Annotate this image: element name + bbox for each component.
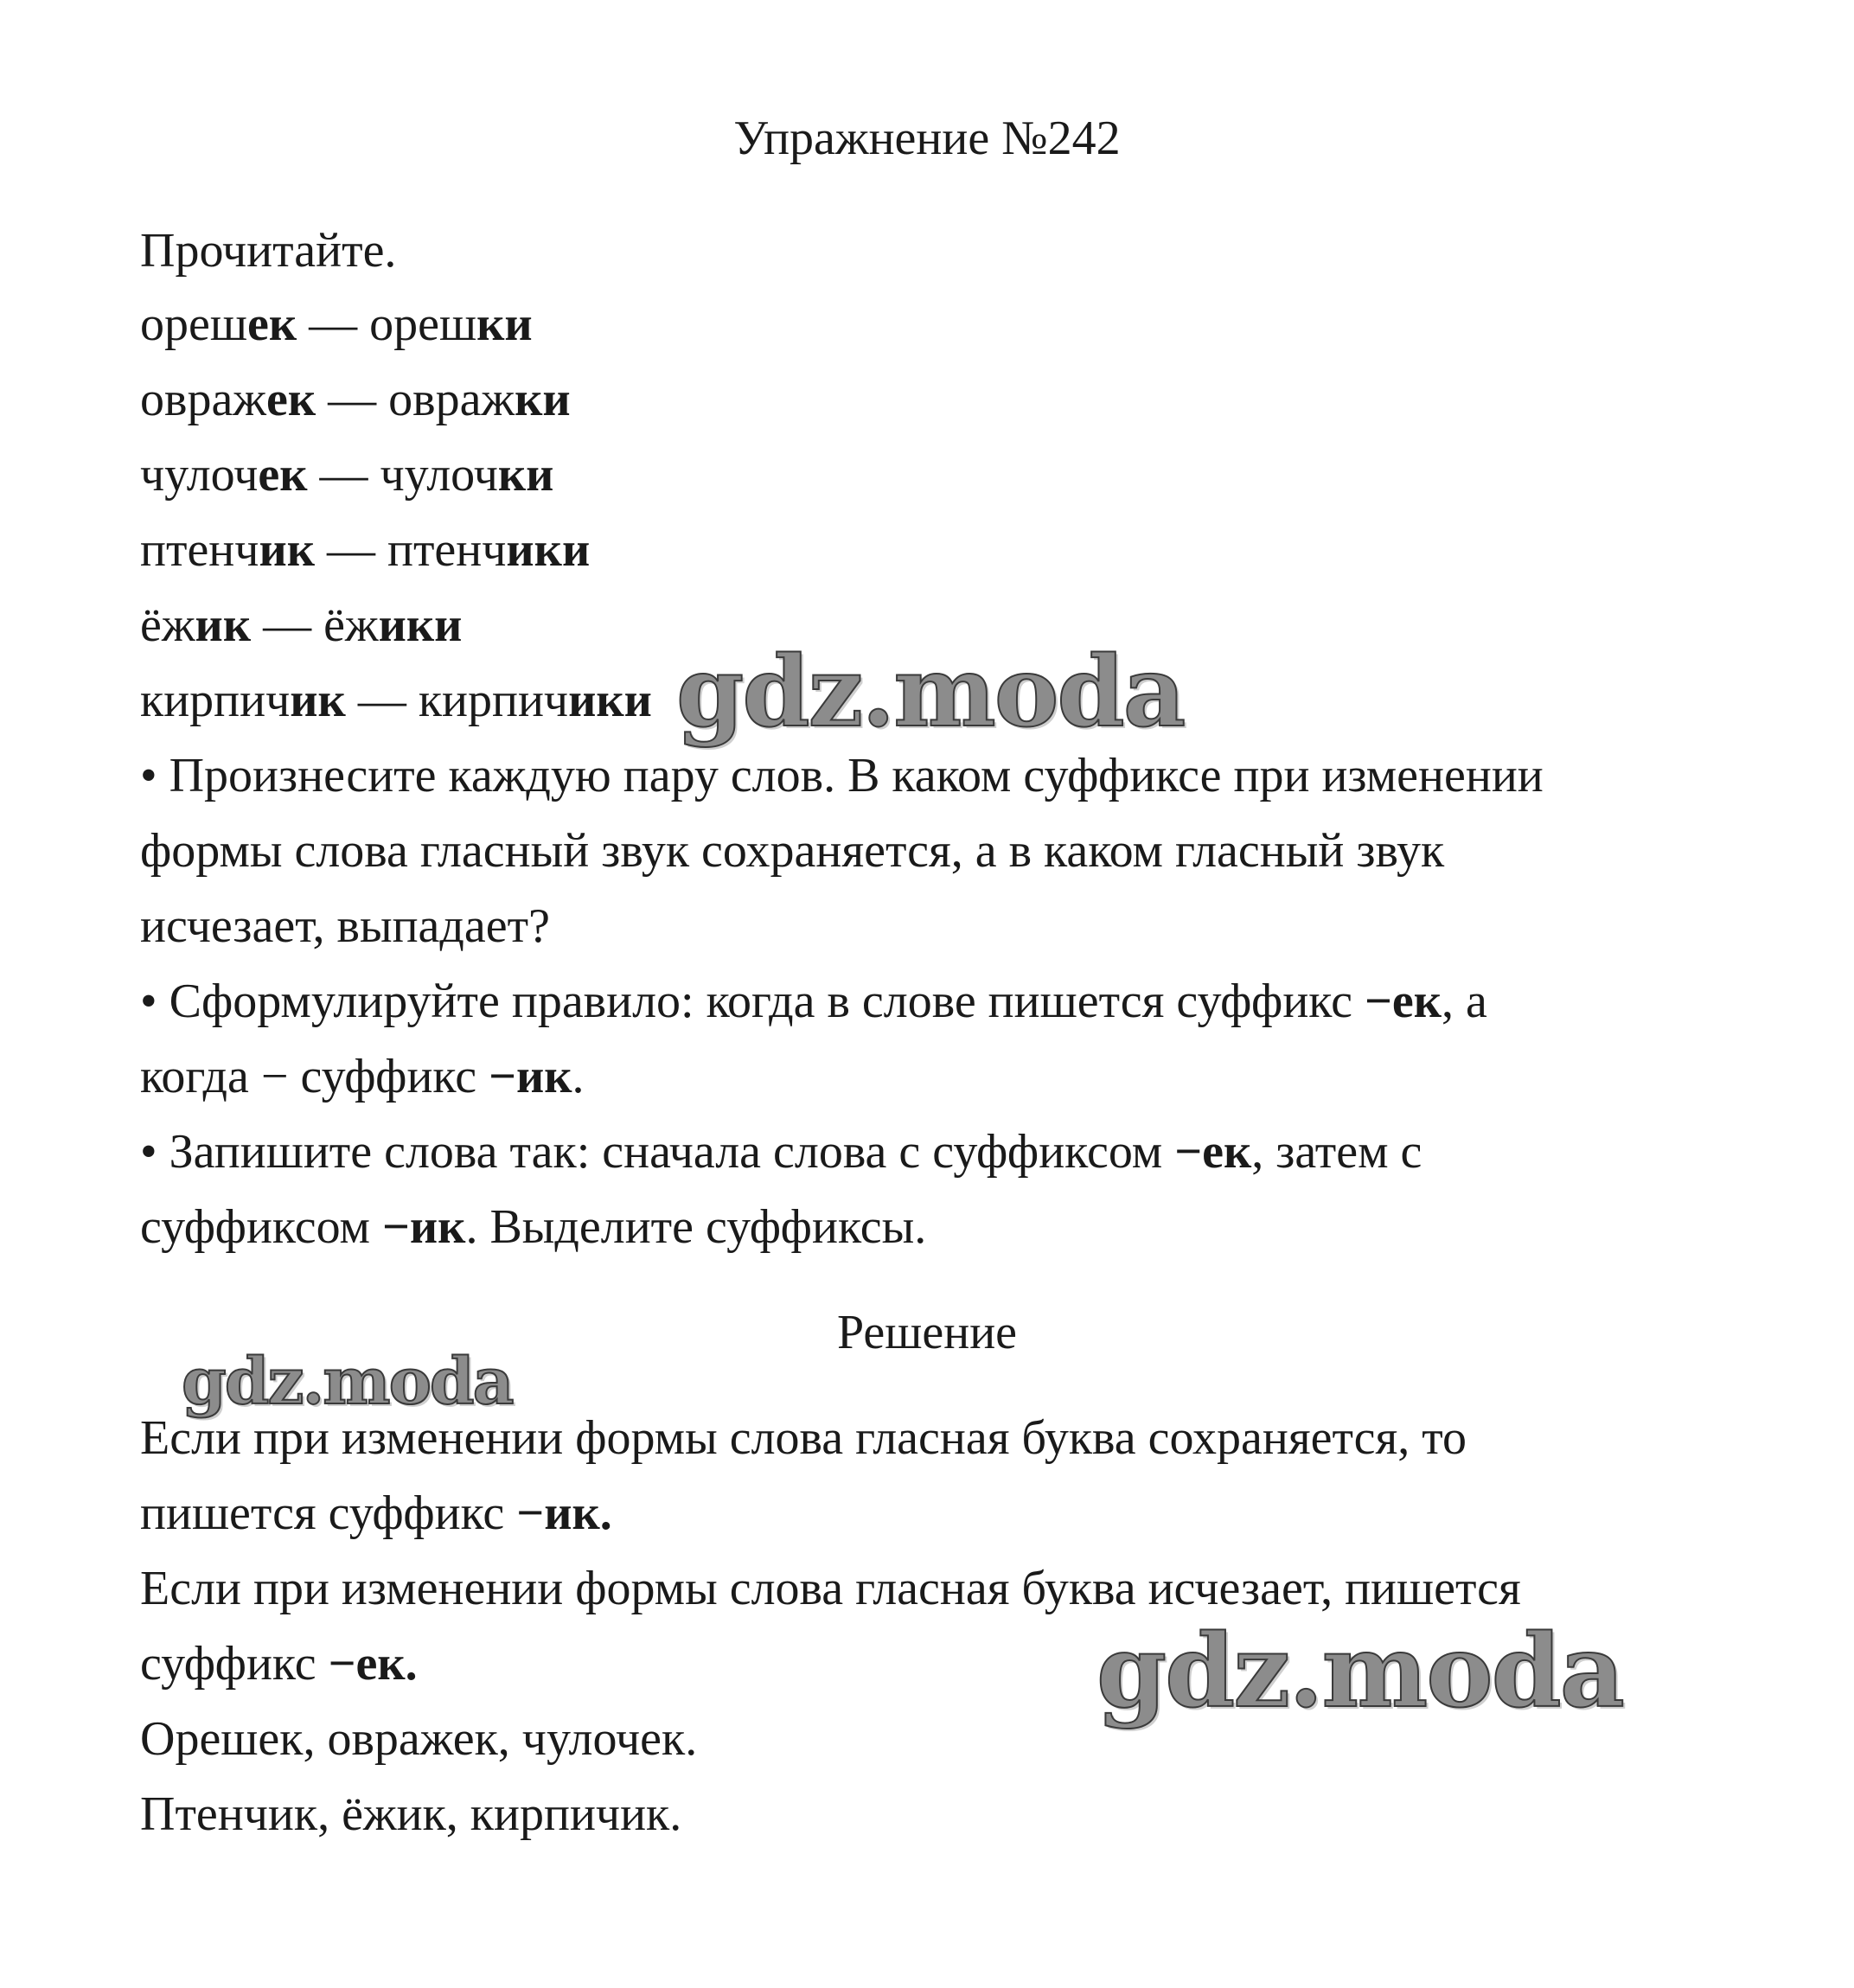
page-title: Упражнение №242 <box>733 112 1121 165</box>
solution-heading: Решение <box>836 1306 1018 1359</box>
word-pair: чулочек — чулочки <box>140 448 554 502</box>
answer-ik-words: Птенчик, ёжик, кирпичик. <box>140 1787 682 1841</box>
task-intro: Прочитайте. <box>140 224 397 278</box>
question-1-line: формы слова гласный звук сохраняется, а в каком гласный звук <box>140 824 1445 878</box>
word-pair: кирпичик — кирпичики <box>140 674 652 727</box>
watermark: gdz.moda <box>182 1345 513 1419</box>
solution-line: Если при изменении формы слова гласная буква сохраняется, то <box>140 1411 1467 1465</box>
question-3-line: суффиксом −ик. Выделите суффиксы. <box>140 1200 927 1254</box>
question-2-line: • Сформулируйте правило: когда в слове пишется суффикс −ек, а <box>140 975 1487 1028</box>
question-1-line: • Произнесите каждую пару слов. В каком суффиксе при изменении <box>140 749 1544 802</box>
word-pair: овражек — овражки <box>140 373 571 426</box>
watermark: gdz.moda <box>676 636 1185 749</box>
word-pair: орешек — орешки <box>140 297 533 351</box>
question-2-line: когда − суффикс −ик. <box>140 1050 585 1103</box>
solution-line: суффикс −ек. <box>140 1637 418 1691</box>
question-3-line: • Запишите слова так: сначала слова с суффиксом −ек, затем с <box>140 1125 1422 1179</box>
word-pair: ёжик — ёжики <box>140 598 463 652</box>
answer-ek-words: Орешек, овражек, чулочек. <box>140 1712 698 1766</box>
question-1-line: исчезает, выпадает? <box>140 899 550 953</box>
word-pair: птенчик — птенчики <box>140 523 591 577</box>
watermark: gdz.moda <box>1096 1613 1623 1730</box>
solution-line: Если при изменении формы слова гласная буква исчезает, пишется <box>140 1562 1521 1615</box>
solution-line: пишется суффикс −ик. <box>140 1486 612 1540</box>
